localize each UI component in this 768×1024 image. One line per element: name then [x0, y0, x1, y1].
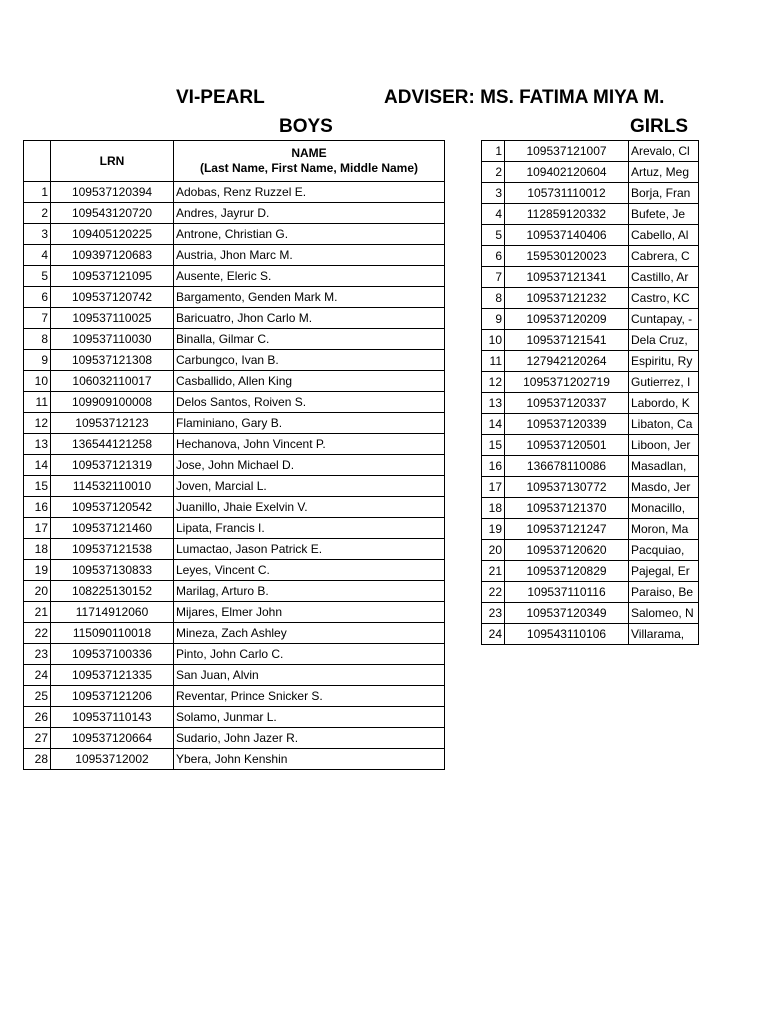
header-number	[24, 141, 51, 182]
boys-row	[24, 518, 445, 539]
lrn-cell: 109537130772	[505, 477, 629, 498]
girls-row	[482, 603, 699, 624]
name-cell: Moron, Ma	[629, 519, 699, 540]
lrn-cell: 109537120349	[505, 603, 629, 624]
lrn-cell: 109537120542	[51, 497, 174, 518]
name-cell: Bufete, Je	[629, 204, 699, 225]
lrn-cell: 109537120394	[51, 182, 174, 203]
name-cell: Marilag, Arturo B.	[174, 581, 445, 602]
name-cell: Lipata, Francis I.	[174, 518, 445, 539]
boys-heading: BOYS	[279, 116, 333, 137]
girls-row	[482, 267, 699, 288]
name-cell: Juanillo, Jhaie Exelvin V.	[174, 497, 445, 518]
name-cell: Lumactao, Jason Patrick E.	[174, 539, 445, 560]
name-cell: Mijares, Elmer John	[174, 602, 445, 623]
girls-row	[482, 498, 699, 519]
name-cell: Joven, Marcial L.	[174, 476, 445, 497]
name-cell: Leyes, Vincent C.	[174, 560, 445, 581]
row-number: 19	[482, 519, 505, 540]
row-number: 4	[482, 204, 505, 225]
lrn-cell: 109397120683	[51, 245, 174, 266]
name-cell: Sudario, John Jazer R.	[174, 728, 445, 749]
row-number: 20	[24, 581, 51, 602]
name-cell: Espiritu, Ry	[629, 351, 699, 372]
name-cell: Bargamento, Genden Mark M.	[174, 287, 445, 308]
lrn-cell: 108225130152	[51, 581, 174, 602]
girls-row	[482, 456, 699, 477]
boys-row	[24, 329, 445, 350]
name-cell: Reventar, Prince Snicker S.	[174, 686, 445, 707]
lrn-cell: 105731110012	[505, 183, 629, 204]
boys-row	[24, 602, 445, 623]
row-number: 14	[24, 455, 51, 476]
row-number: 16	[24, 497, 51, 518]
row-number: 18	[482, 498, 505, 519]
boys-row	[24, 539, 445, 560]
name-cell: Masdo, Jer	[629, 477, 699, 498]
boys-row	[24, 707, 445, 728]
row-number: 2	[482, 162, 505, 183]
row-number: 23	[482, 603, 505, 624]
boys-row	[24, 392, 445, 413]
lrn-cell: 109537120664	[51, 728, 174, 749]
lrn-cell: 109537121370	[505, 498, 629, 519]
lrn-cell: 11714912060	[51, 602, 174, 623]
row-number: 9	[24, 350, 51, 371]
name-cell: Artuz, Meg	[629, 162, 699, 183]
row-number: 2	[24, 203, 51, 224]
lrn-cell: 109537120339	[505, 414, 629, 435]
lrn-cell: 109537121308	[51, 350, 174, 371]
lrn-cell: 109909100008	[51, 392, 174, 413]
lrn-cell: 159530120023	[505, 246, 629, 267]
name-cell: Pinto, John Carlo C.	[174, 644, 445, 665]
row-number: 25	[24, 686, 51, 707]
lrn-cell: 10953712123	[51, 413, 174, 434]
lrn-cell: 109537121232	[505, 288, 629, 309]
row-number: 6	[482, 246, 505, 267]
lrn-cell: 109537140406	[505, 225, 629, 246]
lrn-cell: 109537121007	[505, 141, 629, 162]
lrn-cell: 109537100336	[51, 644, 174, 665]
name-cell: San Juan, Alvin	[174, 665, 445, 686]
boys-row	[24, 476, 445, 497]
name-cell: Carbungco, Ivan B.	[174, 350, 445, 371]
name-cell: Binalla, Gilmar C.	[174, 329, 445, 350]
boys-row	[24, 203, 445, 224]
lrn-cell: 127942120264	[505, 351, 629, 372]
row-number: 15	[24, 476, 51, 497]
name-cell: Gutierrez, I	[629, 372, 699, 393]
name-cell: Salomeo, N	[629, 603, 699, 624]
name-cell: Dela Cruz,	[629, 330, 699, 351]
row-number: 24	[482, 624, 505, 645]
girls-row	[482, 204, 699, 225]
row-number: 28	[24, 749, 51, 770]
girls-row	[482, 582, 699, 603]
girls-row	[482, 183, 699, 204]
boys-row	[24, 245, 445, 266]
name-cell: Hechanova, John Vincent P.	[174, 434, 445, 455]
name-cell: Labordo, K	[629, 393, 699, 414]
boys-row	[24, 287, 445, 308]
row-number: 11	[24, 392, 51, 413]
row-number: 4	[24, 245, 51, 266]
lrn-cell: 109537121095	[51, 266, 174, 287]
boys-row	[24, 581, 445, 602]
lrn-cell: 109543120720	[51, 203, 174, 224]
boys-table-header	[24, 141, 445, 182]
name-cell: Adobas, Renz Ruzzel E.	[174, 182, 445, 203]
boys-row	[24, 644, 445, 665]
boys-row	[24, 371, 445, 392]
row-number: 11	[482, 351, 505, 372]
boys-row	[24, 560, 445, 581]
name-cell: Cabrera, C	[629, 246, 699, 267]
name-cell: Ybera, John Kenshin	[174, 749, 445, 770]
row-number: 3	[482, 183, 505, 204]
girls-heading: GIRLS	[630, 116, 689, 137]
row-number: 17	[24, 518, 51, 539]
name-cell: Monacillo,	[629, 498, 699, 519]
girls-row	[482, 624, 699, 645]
row-number: 22	[24, 623, 51, 644]
lrn-cell: 109537120209	[505, 309, 629, 330]
row-number: 22	[482, 582, 505, 603]
row-number: 1	[482, 141, 505, 162]
name-cell: Masadlan,	[629, 456, 699, 477]
lrn-cell: 1095371202719	[505, 372, 629, 393]
header-name-line2: (Last Name, First Name, Middle Name)	[199, 161, 419, 175]
girls-row	[482, 288, 699, 309]
lrn-cell: 109537121460	[51, 518, 174, 539]
row-number: 26	[24, 707, 51, 728]
lrn-cell: 109537121247	[505, 519, 629, 540]
lrn-cell: 10953712002	[51, 749, 174, 770]
boys-row	[24, 224, 445, 245]
row-number: 21	[482, 561, 505, 582]
girls-row	[482, 372, 699, 393]
girls-row	[482, 351, 699, 372]
lrn-cell: 109537121335	[51, 665, 174, 686]
girls-row	[482, 162, 699, 183]
name-cell: Mineza, Zach Ashley	[174, 623, 445, 644]
name-cell: Paraiso, Be	[629, 582, 699, 603]
row-number: 5	[482, 225, 505, 246]
girls-row	[482, 246, 699, 267]
row-number: 23	[24, 644, 51, 665]
name-cell: Jose, John Michael D.	[174, 455, 445, 476]
boys-table	[23, 140, 445, 770]
row-number: 20	[482, 540, 505, 561]
header-name-line1: NAME	[291, 146, 327, 160]
row-number: 21	[24, 602, 51, 623]
lrn-cell: 109537110025	[51, 308, 174, 329]
lrn-cell: 114532110010	[51, 476, 174, 497]
row-number: 12	[482, 372, 505, 393]
name-cell: Villarama,	[629, 624, 699, 645]
girls-row	[482, 330, 699, 351]
row-number: 8	[482, 288, 505, 309]
lrn-cell: 109402120604	[505, 162, 629, 183]
lrn-cell: 109537120337	[505, 393, 629, 414]
row-number: 8	[24, 329, 51, 350]
row-number: 7	[24, 308, 51, 329]
lrn-cell: 109537110116	[505, 582, 629, 603]
girls-row	[482, 414, 699, 435]
boys-row	[24, 350, 445, 371]
lrn-cell: 109537120829	[505, 561, 629, 582]
row-number: 18	[24, 539, 51, 560]
lrn-cell: 109537121541	[505, 330, 629, 351]
girls-row	[482, 141, 699, 162]
row-number: 10	[482, 330, 505, 351]
row-number: 5	[24, 266, 51, 287]
name-cell: Andres, Jayrur D.	[174, 203, 445, 224]
name-cell: Pacquiao,	[629, 540, 699, 561]
boys-row	[24, 266, 445, 287]
name-cell: Flaminiano, Gary B.	[174, 413, 445, 434]
lrn-cell: 109405120225	[51, 224, 174, 245]
girls-table	[481, 140, 699, 645]
row-number: 16	[482, 456, 505, 477]
name-cell: Casballido, Allen King	[174, 371, 445, 392]
name-cell: Cuntapay, -	[629, 309, 699, 330]
boys-row	[24, 434, 445, 455]
lrn-cell: 109537121341	[505, 267, 629, 288]
row-number: 24	[24, 665, 51, 686]
lrn-cell: 109537110030	[51, 329, 174, 350]
adviser-title: ADVISER: MS. FATIMA MIYA M.	[384, 87, 665, 108]
row-number: 9	[482, 309, 505, 330]
row-number: 14	[482, 414, 505, 435]
lrn-cell: 109537110143	[51, 707, 174, 728]
row-number: 13	[482, 393, 505, 414]
name-cell: Castro, KC	[629, 288, 699, 309]
name-cell: Liboon, Jer	[629, 435, 699, 456]
boys-row	[24, 623, 445, 644]
boys-row	[24, 182, 445, 203]
lrn-cell: 136678110086	[505, 456, 629, 477]
lrn-cell: 109537120742	[51, 287, 174, 308]
row-number: 15	[482, 435, 505, 456]
name-cell: Austria, Jhon Marc M.	[174, 245, 445, 266]
lrn-cell: 136544121258	[51, 434, 174, 455]
lrn-cell: 109537121538	[51, 539, 174, 560]
name-cell: Baricuatro, Jhon Carlo M.	[174, 308, 445, 329]
lrn-cell: 109537121206	[51, 686, 174, 707]
lrn-cell: 109537120501	[505, 435, 629, 456]
girls-row	[482, 435, 699, 456]
boys-row	[24, 497, 445, 518]
name-cell: Cabello, Al	[629, 225, 699, 246]
name-cell: Pajegal, Er	[629, 561, 699, 582]
header-name	[174, 141, 445, 182]
name-cell: Libaton, Ca	[629, 414, 699, 435]
boys-row	[24, 455, 445, 476]
girls-row	[482, 540, 699, 561]
name-cell: Solamo, Junmar L.	[174, 707, 445, 728]
lrn-cell: 112859120332	[505, 204, 629, 225]
girls-row	[482, 309, 699, 330]
boys-row	[24, 728, 445, 749]
lrn-cell: 109537121319	[51, 455, 174, 476]
boys-row	[24, 665, 445, 686]
girls-row	[482, 225, 699, 246]
name-cell: Borja, Fran	[629, 183, 699, 204]
row-number: 27	[24, 728, 51, 749]
boys-row	[24, 308, 445, 329]
lrn-cell: 115090110018	[51, 623, 174, 644]
boys-row	[24, 749, 445, 770]
row-number: 19	[24, 560, 51, 581]
name-cell: Arevalo, Cl	[629, 141, 699, 162]
girls-row	[482, 561, 699, 582]
name-cell: Delos Santos, Roiven S.	[174, 392, 445, 413]
lrn-cell: 109537120620	[505, 540, 629, 561]
lrn-cell: 109537130833	[51, 560, 174, 581]
boys-row	[24, 413, 445, 434]
girls-row	[482, 393, 699, 414]
row-number: 7	[482, 267, 505, 288]
row-number: 6	[24, 287, 51, 308]
row-number: 1	[24, 182, 51, 203]
girls-row	[482, 477, 699, 498]
row-number: 10	[24, 371, 51, 392]
row-number: 17	[482, 477, 505, 498]
lrn-cell: 109543110106	[505, 624, 629, 645]
row-number: 13	[24, 434, 51, 455]
name-cell: Ausente, Eleric S.	[174, 266, 445, 287]
row-number: 12	[24, 413, 51, 434]
girls-row	[482, 519, 699, 540]
row-number: 3	[24, 224, 51, 245]
name-cell: Antrone, Christian G.	[174, 224, 445, 245]
section-title: VI-PEARL	[176, 87, 265, 108]
name-cell: Castillo, Ar	[629, 267, 699, 288]
lrn-cell: 106032110017	[51, 371, 174, 392]
header-lrn: LRN	[51, 141, 174, 182]
boys-row	[24, 686, 445, 707]
